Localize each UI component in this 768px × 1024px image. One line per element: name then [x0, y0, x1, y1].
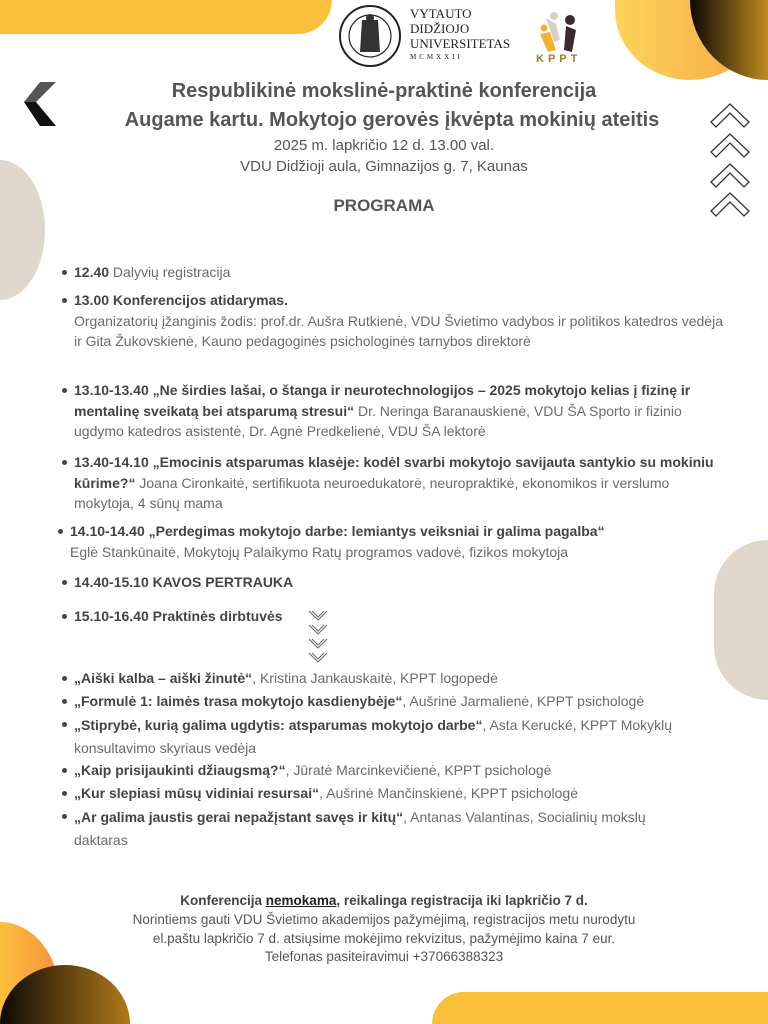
program-item-time: 14.40-15.10 KAVOS PERTRAUKA [74, 574, 294, 590]
conference-title: Respublikinė mokslinė-praktinė konferencija [171, 80, 597, 102]
conference-date: 2025 m. lapkričio 12 d. 13.00 val. [273, 137, 495, 154]
program-item-time: 14.10-14.40 „Perdegimas mokytojo darbe: lemiantys veiksniai ir galima pagalba“ [70, 523, 605, 539]
vdu-logo-line: UNIVERSITETAS [410, 36, 511, 51]
workshop-item [74, 783, 724, 804]
workshop-item [74, 691, 734, 712]
program-item-text: Joana Cironkaitė, sertifikuota neuroedukatorė, neuropraktikė, ekonomikos ir verslumo mokytoja, 4 sūnų mama [74, 474, 670, 511]
workshop-speaker: , Aušrinė Mančinskienė, KPPT psichologė [319, 785, 578, 801]
workshop-item [74, 806, 684, 852]
program-item-time: 15.10-16.40 Praktinės dirbtuvės [74, 608, 283, 624]
footer-payment-info: el.paštu lapkričio 7 d. atsiųsime mokėjimo rekvizitus, pažymėjimo kaina 7 eur. [152, 931, 616, 946]
conference-location: VDU Didžioji aula, Gimnazijos g. 7, Kaunas [240, 158, 528, 175]
decor-beige-circle-left [0, 160, 45, 300]
footer-text: Konferencija [180, 893, 266, 908]
conference-subtitle: Augame kartu. Mokytojo gerovės įkvėpta mokinių ateitis [124, 109, 660, 131]
program-item [74, 452, 724, 514]
footer-phone: Telefonas pasiteiravimui +37066388323 [264, 949, 504, 964]
program-item-time: 13.10-13.40 „Ne širdies lašai, o štanga ir neurotechnologijos – 2025 mokytojo kelias į fizinę ir mentalinę sveikatą bei atsparumą stresui“ [74, 382, 691, 419]
vdu-logo-line: VYTAUTO [410, 6, 472, 21]
vdu-logo [338, 4, 513, 68]
footer-text: , reikalinga registracija iki lapkričio 7 d. [336, 893, 588, 908]
vdu-logo-year: MCMXXII [410, 53, 463, 61]
program-item-time: 12.40 [74, 264, 110, 280]
workshop-speaker: , Antanas Valantinas, Socialinių mokslų daktaras [74, 809, 646, 848]
programa-heading: PROGRAMA [333, 196, 435, 215]
workshop-speaker: , Kristina Jankauskaitė, KPPT logopedė [252, 670, 498, 686]
vdu-logo-line: DIDŽIOJO [410, 21, 470, 36]
decor-yellow-top-left [0, 0, 332, 34]
kppt-logo-text: KPPT [536, 53, 582, 65]
workshop-title: „Stiprybė, kurią galima ugdytis: atsparumas mokytojo darbe“ [74, 717, 483, 733]
kppt-people-icon [536, 10, 584, 54]
workshop-speaker: , Aušrinė Jarmalienė, KPPT psichologė [402, 693, 645, 709]
workshop-title: „Kaip prisijaukinti džiaugsmą?“ [74, 762, 286, 778]
workshop-title: „Kur slepiasi mūsų vidiniai resursai“ [74, 785, 320, 801]
workshop-title: „Ar galima jaustis gerai nepažįstant savęs ir kitų“ [74, 809, 404, 825]
program-item [74, 290, 724, 352]
vdu-seal-icon [338, 4, 402, 68]
program-item-text: Organizatorių įžanginis žodis: prof.dr. Aušra Rutkienė, VDU Švietimo vadybos ir politikos katedros vedėja ir Gita Žukovskienė, Kauno pedagoginės psichologinės tarnybos direktorė [74, 312, 723, 349]
decor-yellow-bottom-right [432, 992, 768, 1024]
free-highlight: nemokama [265, 893, 337, 908]
footer-certificate-info: Norintiems gauti VDU Švietimo akademijos pažymėjimą, registracijos metu nurodytu [132, 912, 636, 927]
footer-registration [0, 891, 768, 910]
workshop-title: „Aiški kalba – aiški žinutė“ [74, 670, 253, 686]
workshop-title: „Formulė 1: laimės trasa mokytojo kasdienybėje“ [74, 693, 403, 709]
workshop-item [74, 668, 724, 689]
program-item [74, 606, 724, 627]
chevrons-down-icon [307, 608, 329, 666]
program-item [74, 262, 724, 283]
kppt-logo [532, 10, 588, 68]
program-item [70, 521, 720, 562]
program-item [74, 380, 724, 442]
program-item-time: 13.00 Konferencijos atidarymas. [74, 292, 288, 308]
program-item-text: Dalyvių registracija [109, 264, 231, 280]
workshop-speaker: , Asta Kerucké, KPPT Mokyklų konsultavimo skyriaus vedėja [74, 717, 673, 756]
program-item-text: Eglė Stankūnaitė, Mokytojų Palaikymo Ratų programos vadovė, fizikos mokytoja [70, 543, 569, 560]
workshop-item [74, 760, 724, 781]
program-item-time: 13.40-14.10 „Emocinis atsparumas klasėje: kodėl svarbi mokytojo savijauta santykio su mokiniu kūrime?“ [74, 454, 714, 491]
program-item-text: Dr. Neringa Baranauskienė, VDU ŠA Sporto ir fizinio ugdymo katedros asistentė, Dr. Agnė Predkelienė, VDU ŠA lektorė [74, 402, 682, 439]
workshop-speaker: , Jūratė Marcinkevičienė, KPPT psichologė [285, 762, 552, 778]
program-item [74, 572, 724, 593]
workshop-item [74, 714, 724, 760]
